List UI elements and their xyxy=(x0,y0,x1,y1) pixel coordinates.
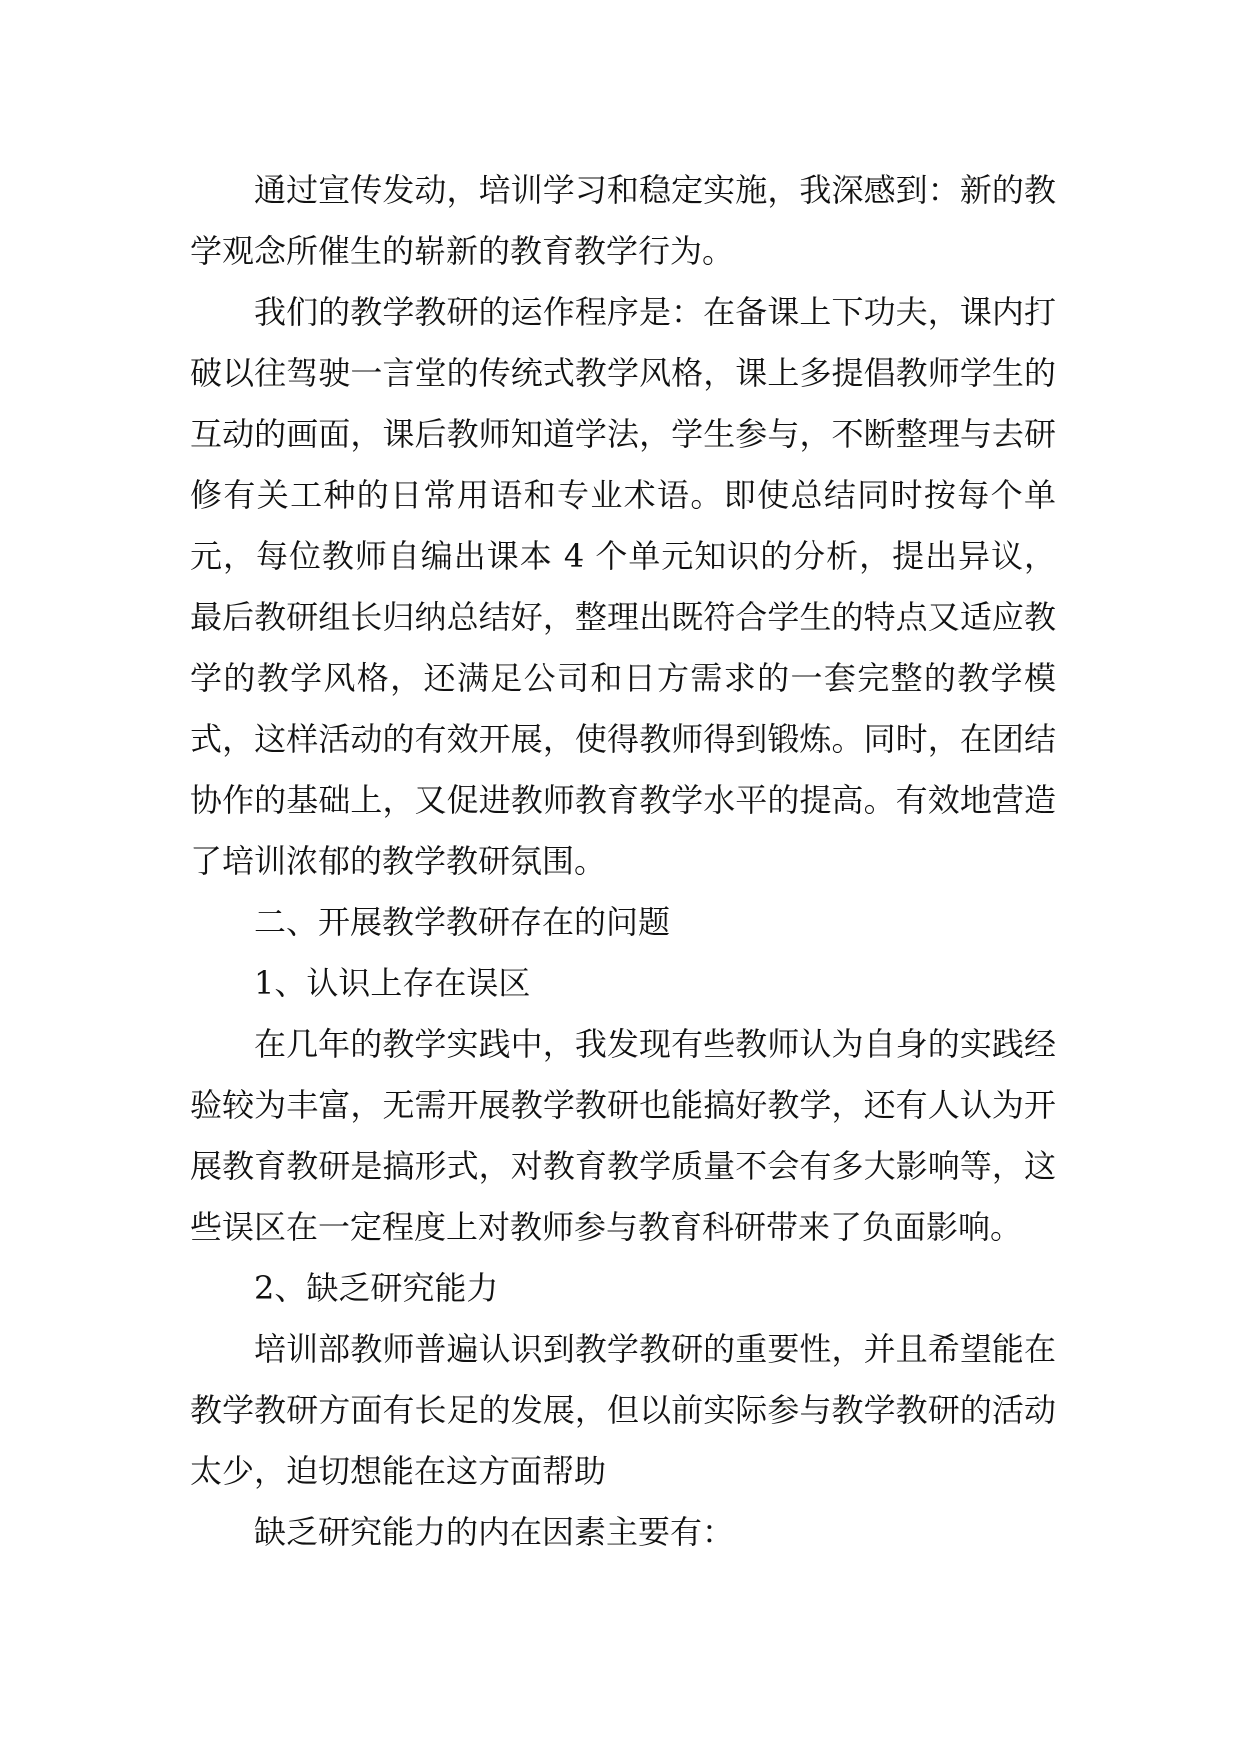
document-page xyxy=(190,160,1056,1563)
subheading-research-ability: 2、缺乏研究能力 xyxy=(254,1269,499,1307)
paragraph-research-ability: 培训部教师普遍认识到教学教研的重要性，并且希望能在教学教研方面有长足的发展，但以前实际参与教学教研的活动太少，迫切想能在这方面帮助 xyxy=(190,1330,1056,1490)
paragraph-internal-factors: 缺乏研究能力的内在因素主要有： xyxy=(254,1513,735,1551)
paragraph-misconceptions: 在几年的教学实践中，我发现有些教师认为自身的实践经验较为丰富，无需开展教学教研也能搞好教学，还有人认为开展教育教研是搞形式，对教育教学质量不会有多大影响等，这些误区在一定程度上对教师参与教育科研带来了负面影响。 xyxy=(190,1025,1056,1246)
paragraph-intro: 通过宣传发动，培训学习和稳定实施，我深感到：新的教学观念所催生的崭新的教育教学行为。 xyxy=(190,171,1056,270)
paragraph-procedure: 我们的教学教研的运作程序是：在备课上下功夫，课内打破以往驾驶一言堂的传统式教学风格，课上多提倡教师学生的互动的画面，课后教师知道学法，学生参与，不断整理与去研修有关工种的日常用语和专业术语。即使总结同时按每个单元，每位教师自编出课本 4 个单元知识的分析，提出异议，最后教研组长归纳总结好，整理出既符合学生的特点又适应教学的教学风格，还满足公司和日方需求的一套完整的教学模式，这样活动的有效开展，使得教师得到锻炼。同时，在团结协作的基础上，又促进教师教育教学水平的提高。有效地营造了培训浓郁的教学教研氛围。 xyxy=(190,293,1056,880)
section-heading-problems: 二、开展教学教研存在的问题 xyxy=(254,903,671,941)
subheading-misconceptions: 1、认识上存在误区 xyxy=(254,964,531,1002)
